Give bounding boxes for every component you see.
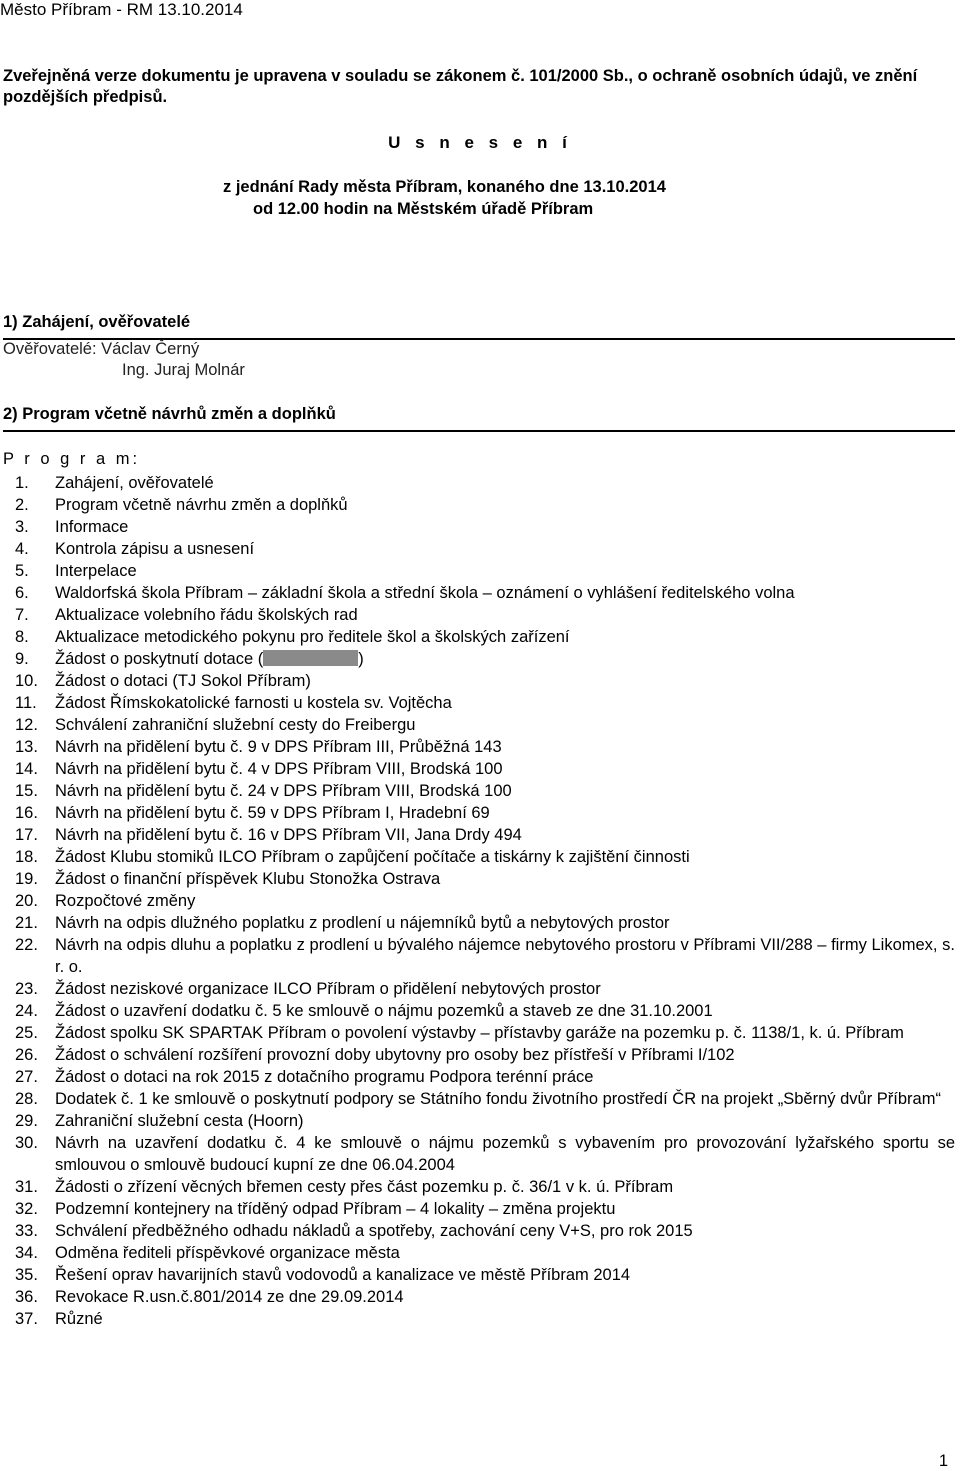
agenda-item-number: 19. — [15, 870, 38, 888]
agenda-item-text — [55, 1198, 955, 1220]
agenda-item-number: 31. — [15, 1178, 38, 1196]
agenda-item-number: 14. — [15, 760, 38, 778]
agenda-item-text — [55, 868, 955, 890]
agenda-item-text — [55, 1044, 955, 1066]
agenda-item-number: 27. — [15, 1068, 38, 1086]
agenda-item — [0, 604, 955, 626]
agenda-item-label: Návrh na uzavření dodatku č. 4 ke smlouvě o nájmu pozemků s vybavením pro provozování lyžařského sportu se smlouvou o smlouvě budoucí kupní ze dne 06.04.2004 — [55, 1134, 955, 1174]
agenda-item-text — [55, 604, 955, 626]
agenda-item-number: 4. — [15, 540, 29, 558]
agenda-item — [0, 626, 955, 648]
agenda-item-label: Revokace R.usn.č.801/2014 ze dne 29.09.2014 — [55, 1288, 404, 1306]
agenda-item-number: 16. — [15, 804, 38, 822]
agenda-item-label: Návrh na přidělení bytu č. 4 v DPS Příbram VIII, Brodská 100 — [55, 760, 503, 778]
agenda-item-text — [55, 802, 955, 824]
agenda-item-label: Žádost Římskokatolické farnosti u kostela sv. Vojtěcha — [55, 694, 452, 712]
agenda-item-text — [55, 1264, 955, 1286]
agenda-item-number: 32. — [15, 1200, 38, 1218]
agenda-item-label: Žádost o finanční příspěvek Klubu Stonožka Ostrava — [55, 870, 441, 888]
agenda-item — [0, 648, 955, 670]
agenda-item — [0, 890, 955, 912]
agenda-item — [0, 736, 955, 758]
agenda-item-text — [55, 1132, 955, 1176]
agenda-item — [0, 846, 955, 868]
agenda-item-number: 10. — [15, 672, 38, 690]
agenda-item — [0, 714, 955, 736]
agenda-item-text — [55, 1066, 955, 1088]
agenda-item-text — [55, 1308, 955, 1330]
agenda-item-label: Návrh na přidělení bytu č. 59 v DPS Příbram I, Hradební 69 — [55, 804, 490, 822]
agenda-item-number: 22. — [15, 936, 38, 954]
agenda-item-text — [55, 1176, 955, 1198]
agenda-item-label: Návrh na přidělení bytu č. 16 v DPS Příbram VII, Jana Drdy 494 — [55, 826, 522, 844]
agenda-item-label: Žádost spolku SK SPARTAK Příbram o povolení výstavby – přístavby garáže na pozemku p. č. 1138/1, k. ú. Příbram — [55, 1024, 904, 1042]
agenda-item — [0, 1066, 955, 1088]
agenda-item-label: Návrh na odpis dlužného poplatku z prodlení u nájemníků bytů a nebytových prostor — [55, 914, 670, 932]
agenda-item-label: Zahájení, ověřovatelé — [55, 474, 214, 492]
agenda-item — [0, 934, 955, 978]
agenda-item-text — [55, 912, 955, 934]
agenda-item-number: 13. — [15, 738, 38, 756]
agenda-item-label: Žádost o schválení rozšíření provozní doby ubytovny pro osoby bez přístřeší v Příbrami I/102 — [55, 1046, 735, 1064]
agenda-item — [0, 758, 955, 780]
agenda-item-number: 33. — [15, 1222, 38, 1240]
agenda-item-label: Informace — [55, 518, 129, 536]
agenda-item-text — [55, 890, 955, 912]
agenda-item-text — [55, 494, 955, 516]
agenda-item-number: 25. — [15, 1024, 38, 1042]
agenda-item-text — [55, 670, 955, 692]
agenda-item-number: 7. — [15, 606, 29, 624]
agenda-item-number: 30. — [15, 1134, 38, 1152]
agenda-item-label: Návrh na přidělení bytu č. 24 v DPS Příbram VIII, Brodská 100 — [55, 782, 512, 800]
section-heading-2: 2) Program včetně návrhů změn a doplňků — [3, 405, 955, 432]
agenda-item-text — [55, 538, 955, 560]
agenda-item-text — [55, 978, 955, 1000]
agenda-item-text — [55, 1022, 955, 1044]
agenda-item — [0, 1132, 955, 1176]
agenda-item-number: 9. — [15, 650, 29, 668]
agenda-item-number: 37. — [15, 1310, 38, 1328]
redaction-block — [263, 650, 358, 666]
agenda-item-label: Interpelace — [55, 562, 137, 580]
agenda-item — [0, 1022, 955, 1044]
section-heading-1: 1) Zahájení, ověřovatelé — [3, 313, 955, 340]
agenda-item — [0, 538, 955, 560]
agenda-item-text — [55, 780, 955, 802]
agenda-item-number: 17. — [15, 826, 38, 844]
agenda-item — [0, 1198, 955, 1220]
agenda-item — [0, 1220, 955, 1242]
agenda-item — [0, 1286, 955, 1308]
agenda-item-number: 18. — [15, 848, 38, 866]
agenda-item — [0, 780, 955, 802]
agenda-item-text — [55, 582, 955, 604]
agenda-item-label: Podzemní kontejnery na tříděný odpad Příbram – 4 lokality – změna projektu — [55, 1200, 616, 1218]
agenda-item-label: Aktualizace volebního řádu školských rad — [55, 606, 358, 624]
agenda-item-number: 15. — [15, 782, 38, 800]
agenda-item-label: Odměna řediteli příspěvkové organizace města — [55, 1244, 400, 1262]
agenda-item-text — [55, 1088, 955, 1110]
agenda-item — [0, 978, 955, 1000]
agenda-item-label: Žádost o dotaci (TJ Sokol Příbram) — [55, 672, 311, 690]
agenda-item-number: 12. — [15, 716, 38, 734]
agenda-item-number: 34. — [15, 1244, 38, 1262]
meeting-info-line1: z jednání Rady města Příbram, konaného dne 13.10.2014 — [223, 178, 666, 196]
agenda-item — [0, 582, 955, 604]
verifiers-label: Ověřovatelé: Václav Černý — [3, 340, 200, 358]
agenda-item-number: 28. — [15, 1090, 38, 1108]
page-number: 1 — [938, 1452, 948, 1470]
agenda-item-number: 24. — [15, 1002, 38, 1020]
agenda-item-number: 1. — [15, 474, 29, 492]
agenda-item-text — [55, 1286, 955, 1308]
agenda-item-label: Waldorfská škola Příbram – základní škola a střední škola – oznámení o vyhlášení ředitelského volna — [55, 584, 795, 602]
agenda-item — [0, 560, 955, 582]
agenda-item — [0, 1088, 955, 1110]
agenda-item-text — [55, 472, 955, 494]
agenda-item-number: 29. — [15, 1112, 38, 1130]
agenda-item-label: Schválení předběžného odhadu nákladů a spotřeby, zachování ceny V+S, pro rok 2015 — [55, 1222, 693, 1240]
agenda-item-label: Různé — [55, 1310, 103, 1328]
program-label: P r o g r a m: — [3, 450, 141, 468]
agenda-item-text — [55, 516, 955, 538]
agenda-item-label: Žádost o uzavření dodatku č. 5 ke smlouvě o nájmu pozemků a staveb ze dne 31.10.2001 — [55, 1002, 713, 1020]
privacy-notice: Zveřejněná verze dokumentu je upravena v souladu se zákonem č. 101/2000 Sb., o ochraně osobních údajů, ve znění pozdějších předpisů. — [3, 67, 918, 106]
agenda-item-text — [55, 714, 955, 736]
agenda-item — [0, 824, 955, 846]
meeting-info — [223, 176, 666, 220]
agenda-item — [0, 494, 955, 516]
agenda-item-number: 36. — [15, 1288, 38, 1306]
agenda-item — [0, 670, 955, 692]
agenda-item-number: 11. — [15, 694, 37, 712]
agenda-item-label: Rozpočtové změny — [55, 892, 196, 910]
agenda-item — [0, 802, 955, 824]
agenda-item-number: 21. — [15, 914, 38, 932]
agenda-item — [0, 1264, 955, 1286]
agenda-item-number: 35. — [15, 1266, 38, 1284]
agenda-item — [0, 692, 955, 714]
agenda-item-text — [55, 1220, 955, 1242]
agenda-item-label: Řešení oprav havarijních stavů vodovodů a kanalizace ve městě Příbram 2014 — [55, 1266, 631, 1284]
document-header: Město Příbram - RM 13.10.2014 — [0, 0, 243, 19]
agenda-item — [0, 1308, 955, 1330]
agenda-item-label: Zahraniční služební cesta (Hoorn) — [55, 1112, 304, 1130]
agenda-item — [0, 912, 955, 934]
agenda-item — [0, 472, 955, 494]
document-title: U s n e s e n í — [388, 133, 572, 152]
meeting-info-line2: od 12.00 hodin na Městském úřadě Příbram — [253, 200, 594, 218]
verifier-second: Ing. Juraj Molnár — [122, 361, 245, 379]
agenda-item-label: Dodatek č. 1 ke smlouvě o poskytnutí podpory se Státního fondu životního prostředí ČR na projekt „Sběrný dvůr Příbram“ — [55, 1090, 941, 1108]
agenda-item-label: Aktualizace metodického pokynu pro ředitele škol a školských zařízení — [55, 628, 570, 646]
agenda-list — [0, 472, 955, 1330]
agenda-item-text — [55, 1242, 955, 1264]
agenda-item-number: 8. — [15, 628, 29, 646]
agenda-item-text — [55, 692, 955, 714]
agenda-item — [0, 1000, 955, 1022]
agenda-item-number: 23. — [15, 980, 38, 998]
agenda-item — [0, 516, 955, 538]
agenda-item — [0, 868, 955, 890]
agenda-item-label: Návrh na odpis dluhu a poplatku z prodlení u bývalého nájemce nebytového prostoru v Příbrami VII/288 – firmy Likomex, s. r. o. — [55, 936, 955, 976]
agenda-item — [0, 1044, 955, 1066]
agenda-item-number: 20. — [15, 892, 38, 910]
agenda-item-text — [55, 934, 955, 978]
agenda-item-label: Žádost o poskytnutí dotace ( — [55, 650, 264, 668]
agenda-item — [0, 1176, 955, 1198]
agenda-item-text — [55, 736, 955, 758]
agenda-item-label-after: ) — [358, 650, 364, 668]
agenda-item — [0, 1242, 955, 1264]
agenda-item-label: Kontrola zápisu a usnesení — [55, 540, 255, 558]
agenda-item-text — [55, 824, 955, 846]
agenda-item-text — [55, 1110, 955, 1132]
agenda-item-label: Žádost o dotaci na rok 2015 z dotačního programu Podpora terénní práce — [55, 1068, 594, 1086]
agenda-item-label: Žádosti o zřízení věcných břemen cesty přes část pozemku p. č. 36/1 v k. ú. Příbram — [55, 1178, 674, 1196]
agenda-item-number: 3. — [15, 518, 29, 536]
agenda-item-text — [55, 648, 955, 670]
agenda-item-text — [55, 560, 955, 582]
agenda-item-label: Žádost neziskové organizace ILCO Příbram o přidělení nebytových prostor — [55, 980, 601, 998]
agenda-item-label: Schválení zahraniční služební cesty do Freibergu — [55, 716, 416, 734]
agenda-item-text — [55, 846, 955, 868]
agenda-item-number: 2. — [15, 496, 29, 514]
agenda-item-label: Návrh na přidělení bytu č. 9 v DPS Příbram III, Průběžná 143 — [55, 738, 502, 756]
agenda-item-number: 26. — [15, 1046, 38, 1064]
agenda-item-number: 5. — [15, 562, 29, 580]
agenda-item-label: Žádost Klubu stomiků ILCO Příbram o zapůjčení počítače a tiskárny k zajištění činnosti — [55, 848, 690, 866]
agenda-item-label: Program včetně návrhu změn a doplňků — [55, 496, 348, 514]
agenda-item-text — [55, 758, 955, 780]
agenda-item — [0, 1110, 955, 1132]
agenda-item-text — [55, 626, 955, 648]
agenda-item-text — [55, 1000, 955, 1022]
agenda-item-number: 6. — [15, 584, 29, 602]
